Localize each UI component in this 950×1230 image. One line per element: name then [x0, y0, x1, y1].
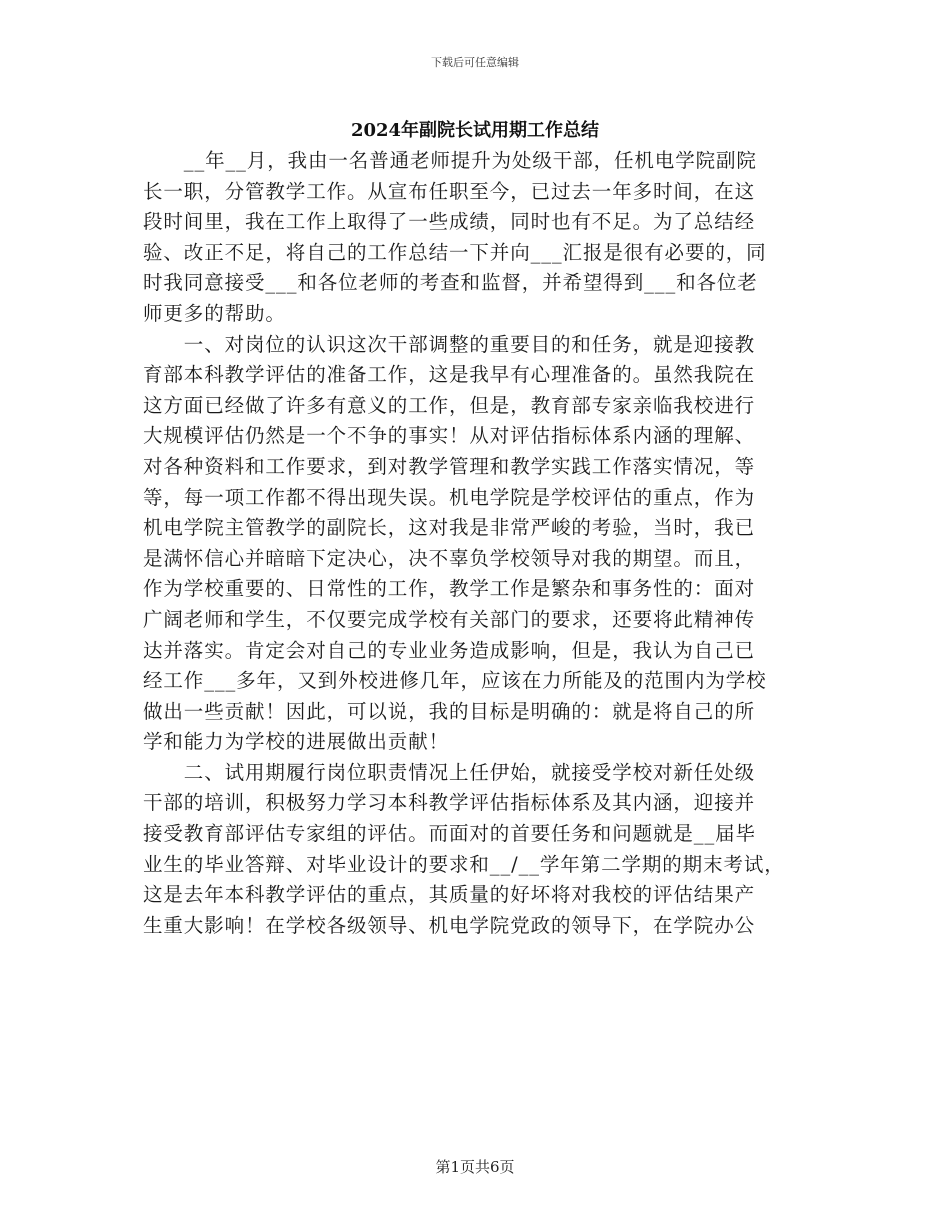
- body-line: 干部的培训，积极努力学习本科教学评估指标体系及其内涵，迎接并: [143, 791, 756, 815]
- body-line: 业生的毕业答辩、对毕业设计的要求和__/__学年第二学期的期末考试，: [143, 852, 785, 876]
- body-line: __年__月，我由一名普通老师提升为处级干部，任机电学院副院: [143, 149, 757, 172]
- body-line: 达并落实。肯定会对自己的专业业务造成影响，但是，我认为自己已: [143, 638, 756, 662]
- body-line: 经工作___多年，又到外校进修几年，应该在力所能及的范围内为学校: [143, 669, 767, 693]
- document-title: 2024年副院长试用期工作总结: [350, 120, 600, 141]
- body-line: 是满怀信心并暗暗下定决心，决不辜负学校领导对我的期望。而且，: [143, 546, 756, 570]
- body-line: 做出一些贡献！因此，可以说，我的目标是明确的：就是将自己的所: [143, 699, 756, 723]
- document-body: [143, 146, 813, 941]
- body-line: 验、改正不足，将自己的工作总结一下并向___汇报是很有必要的，同: [143, 240, 767, 264]
- body-line: 这是去年本科教学评估的重点，其质量的好坏将对我校的评估结果产: [143, 883, 756, 907]
- body-line: 接受教育部评估专家组的评估。而面对的首要任务和问题就是__届毕: [143, 822, 756, 846]
- body-line: 长一职，分管教学工作。从宣布任职至今，已过去一年多时间，在这: [143, 179, 756, 203]
- body-line: 生重大影响！在学校各级领导、机电学院党政的领导下，在学院办公: [143, 913, 756, 937]
- body-line: 时我同意接受___和各位老师的考查和监督，并希望得到___和各位老: [143, 271, 758, 295]
- body-line: 等，每一项工作都不得出现失误。机电学院是学校评估的重点，作为: [143, 485, 756, 509]
- body-line: 机电学院主管教学的副院长，这对我是非常严峻的考验，当时，我已: [143, 516, 756, 540]
- body-line: 段时间里，我在工作上取得了一些成绩，同时也有不足。为了总结经: [143, 210, 756, 234]
- body-line: 育部本科教学评估的准备工作，这是我早有心理准备的。虽然我院在: [143, 363, 756, 387]
- body-line: 二、试用期履行岗位职责情况上任伊始，就接受学校对新任处级: [143, 760, 756, 784]
- body-line: 学和能力为学校的进展做出贡献！: [143, 730, 450, 754]
- body-line: 一、对岗位的认识这次干部调整的重要目的和任务，就是迎接教: [143, 332, 756, 356]
- body-line: 大规模评估仍然是一个不争的事实！从对评估指标体系内涵的理解、: [143, 424, 756, 448]
- body-line: 师更多的帮助。: [143, 301, 286, 325]
- body-line: 作为学校重要的、日常性的工作，教学工作是繁杂和事务性的：面对: [143, 577, 756, 601]
- body-line: 对各种资料和工作要求，到对教学管理和教学实践工作落实情况，等: [143, 454, 756, 478]
- page-number-footer: 第1页共6页: [435, 1158, 515, 1176]
- body-line: 广阔老师和学生，不仅要完成学校有关部门的要求，还要将此精神传: [143, 607, 756, 631]
- body-line: 这方面已经做了许多有意义的工作，但是，教育部专家亲临我校进行: [143, 393, 756, 417]
- header-note: 下载后可任意编辑: [431, 56, 519, 69]
